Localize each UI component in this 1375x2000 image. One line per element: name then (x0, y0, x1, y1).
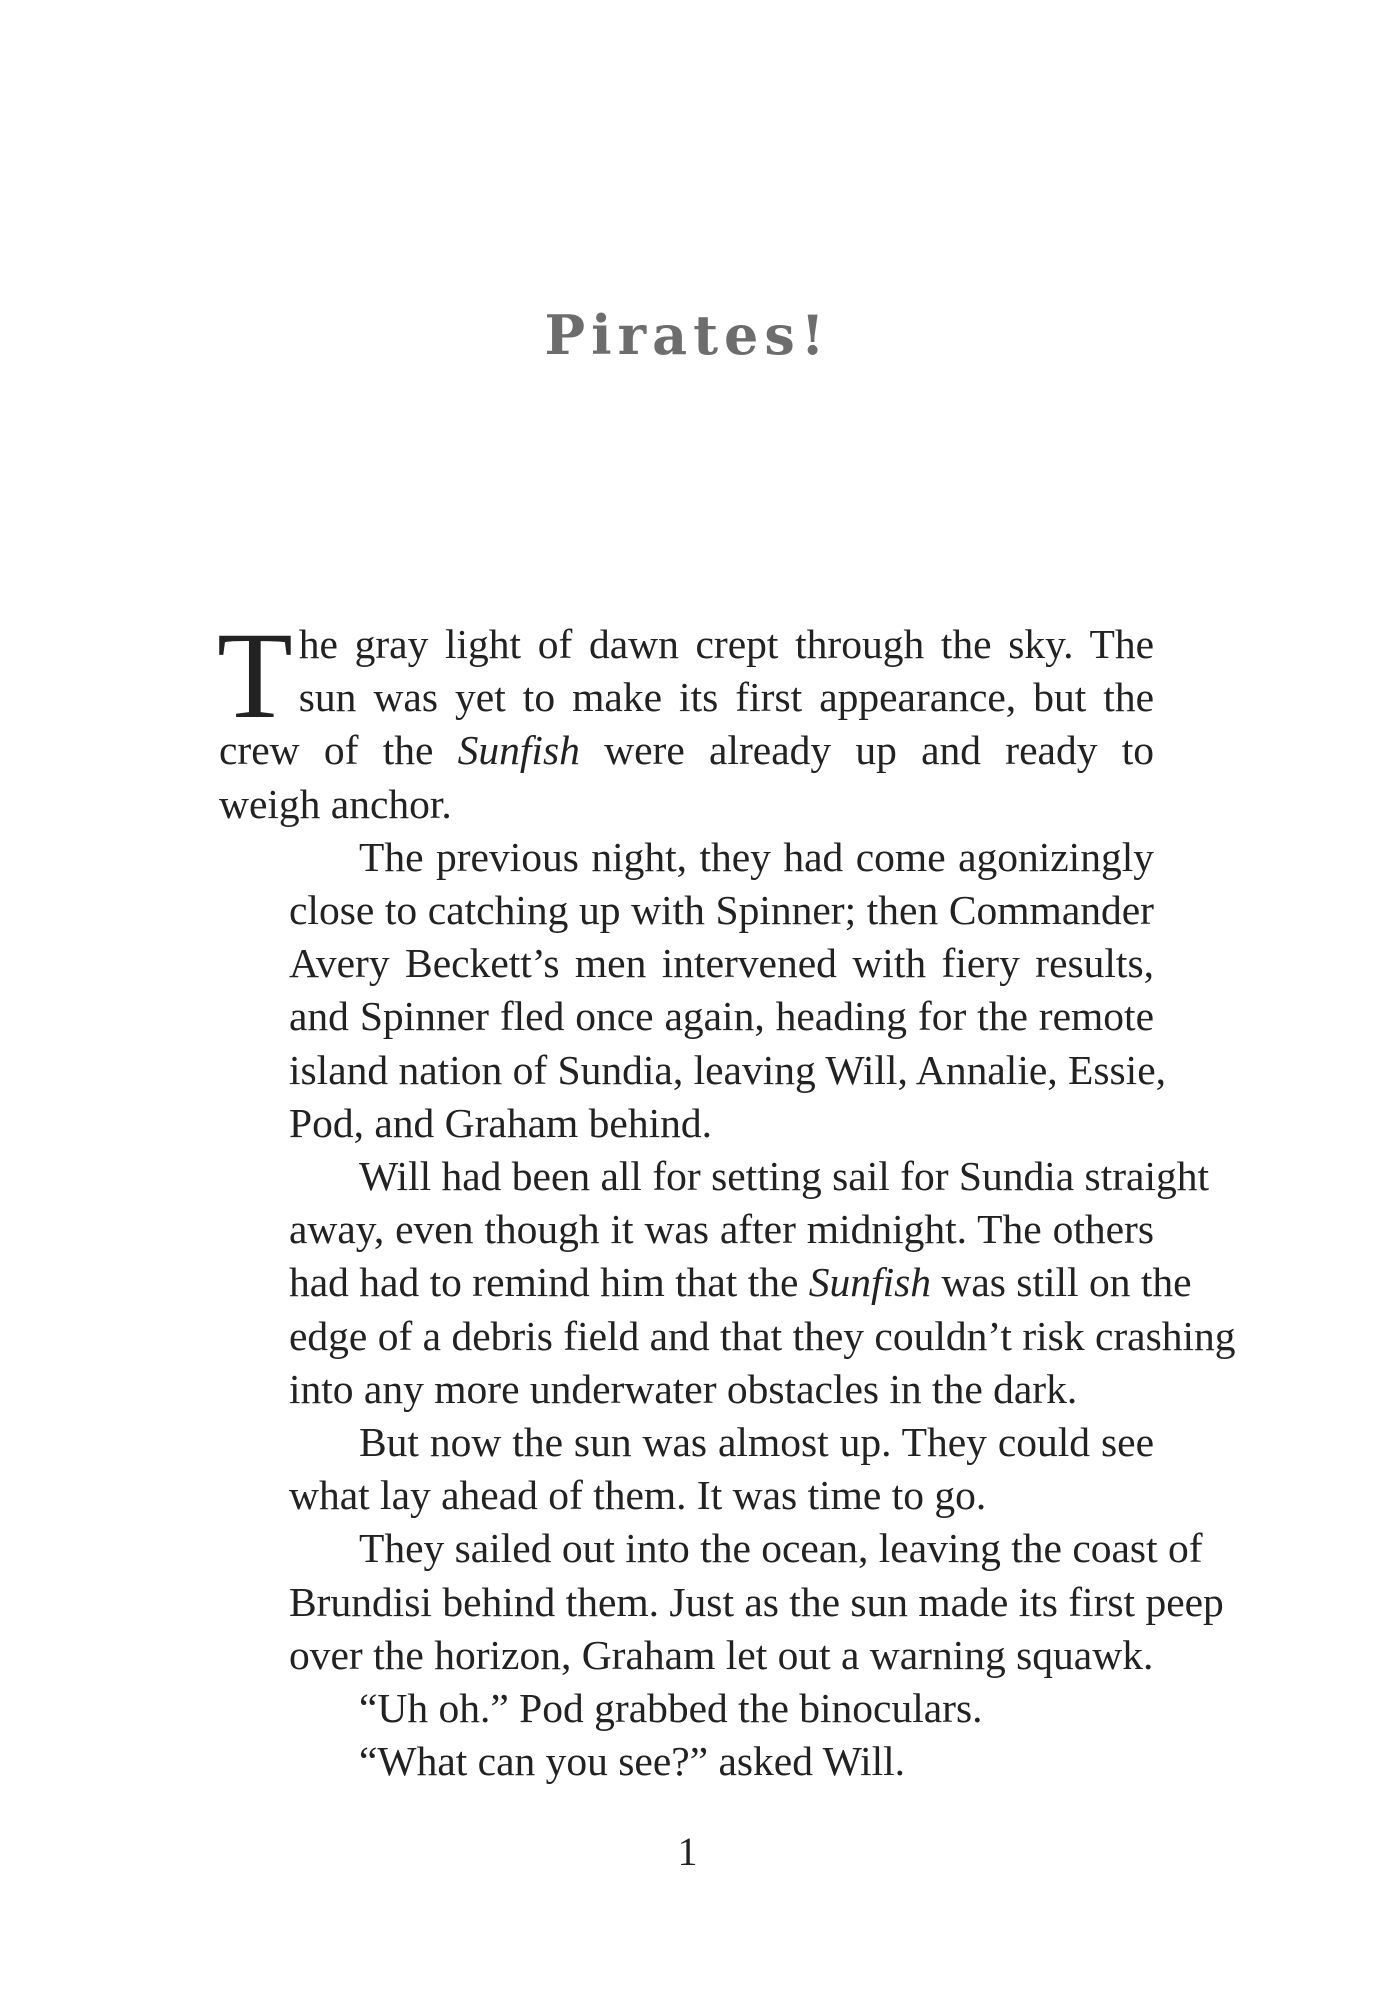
ship-name: Sunfish (808, 1259, 932, 1306)
drop-cap: T (217, 607, 293, 744)
text-line: But now the sun was almost up. They could see (359, 1419, 1154, 1466)
ship-name: Sunfish (457, 727, 580, 774)
paragraph-1 (217, 607, 1154, 831)
text-line (219, 1256, 1192, 1309)
page-number: 1 (677, 1829, 698, 1874)
text-line: edge of a debris field and that they couldn’t risk crashing (289, 1312, 1236, 1359)
text-line: over the horizon, Graham let out a warning squawk. (289, 1631, 1154, 1678)
text-line: sun was yet to make its first appearance, but the (298, 674, 1154, 721)
text-line: weigh anchor. (219, 780, 452, 827)
paragraph-6 (219, 1682, 1154, 1735)
paragraph-2 (219, 831, 1167, 1150)
chapter-title: Pirates! (544, 303, 831, 367)
text-line: close to catching up with Spinner; then Commander (289, 887, 1154, 934)
text-run: crew of the (219, 727, 458, 774)
text-line: They sailed out into the ocean, leaving the coast of (359, 1525, 1203, 1572)
text-line (219, 724, 1154, 777)
text-line: what lay ahead of them. It was time to go. (289, 1472, 987, 1519)
text-line: “Uh oh.” Pod grabbed the binoculars. (359, 1685, 983, 1732)
text-line: he gray light of dawn crept through the sky. The (298, 621, 1154, 667)
text-run: had had to remind him that the (289, 1259, 809, 1306)
text-run: was still on the (931, 1259, 1192, 1306)
paragraph-5 (219, 1522, 1224, 1682)
text-line: island nation of Sundia, leaving Will, Annalie, Essie, (289, 1046, 1167, 1093)
text-line: Will had been all for setting sail for Sundia straight (359, 1153, 1210, 1200)
text-line: The previous night, they had come agonizingly (359, 833, 1154, 880)
chapter-body (217, 607, 1236, 1788)
paragraph-4 (219, 1416, 1154, 1522)
text-line: “What can you see?” asked Will. (359, 1738, 906, 1785)
text-line: Avery Beckett’s men intervened with fiery results, (289, 940, 1154, 987)
text-line: into any more underwater obstacles in the dark. (289, 1365, 1078, 1412)
text-line: Pod, and Graham behind. (289, 1099, 712, 1146)
text-line: Brundisi behind them. Just as the sun made its first peep (289, 1578, 1224, 1625)
text-line: away, even though it was after midnight. The others (289, 1206, 1154, 1253)
paragraph-7 (219, 1735, 1154, 1788)
paragraph-3 (219, 1150, 1236, 1416)
text-run: were already up and ready to (579, 727, 1154, 774)
text-line: and Spinner fled once again, heading for the remote (289, 993, 1154, 1040)
